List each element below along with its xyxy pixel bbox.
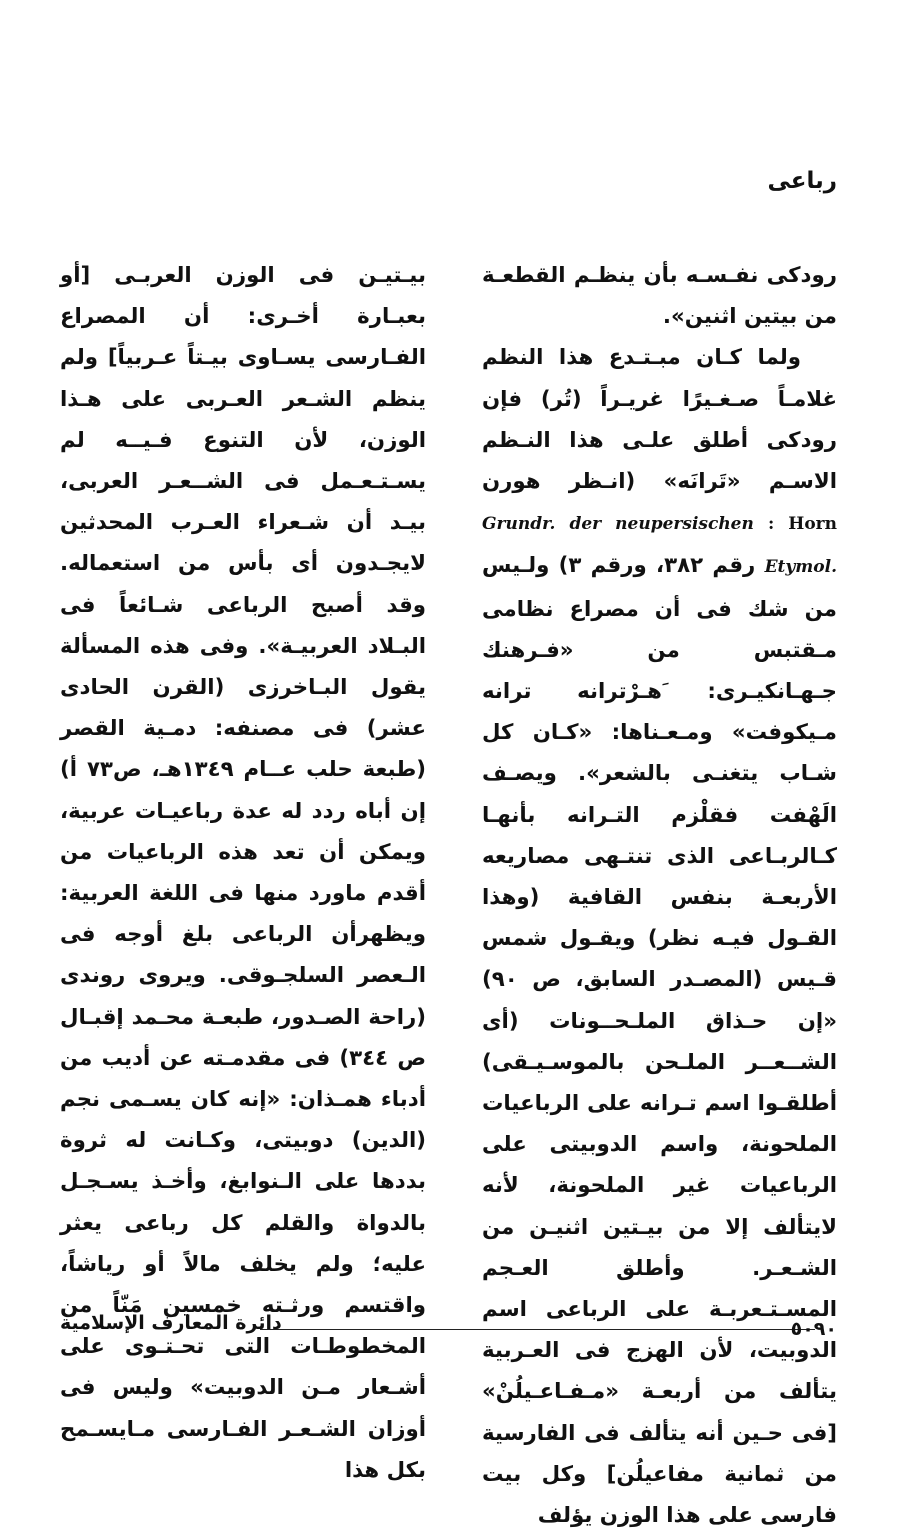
right-text-column [482, 255, 837, 1536]
page-footer [60, 1312, 837, 1342]
page-number: ٥٠٩٠ [790, 1318, 837, 1340]
reference-separator: : [753, 514, 789, 535]
left-text-column [60, 255, 426, 1491]
reference-title: Grundr. der neupersischen [482, 514, 754, 535]
paragraph-text: رقم ٣٨٢، ورقم ٣) ولـيس من شك فى أن مصراع نظامى مـقتبس من «فـرهنك جـهـانكيـرى: َهـرْترانه ترانه مـيكوفت» ومـعـناها: «كـان كل شـاب يتغنـى بالشعر». ويصـف الَهْفت فقلْزم التـرانه بأنهـا كـالربـاعى الذى تنتـهى مصاريعه الأربعـة بنفس القافية (وهذا القـول فيـه نظر) ويقـول شمس قـيس (المصـدر السابق، ص ٩٠) «إن حـذاق الملـحــونات (أى الشــعــر الملـحن بالموسـيـقى) أطلقـوا اسم تـرانه على الرباعيات الملحونة، واسم الدوبيتى على الرباعيات غير الملحونة، لأنه لايتألف إلا من بيـتين اثنيـن من الشـعـر. وأطلق العـجم المسـتـعربـة على الرباعى اسم الدوبيت، لأن الهزج فى العـربية يتألف من أربعـة «مـفـاعـيلُنْ» [فى حـين أنه يتألف فى الفارسية من ثمانية مفاعيلُن] وكل بيت فارسى على هذا الوزن يؤلف [482, 553, 837, 1529]
paragraph: رودكى نفـسـه بأن ينظـم القطعـة من بيتين اثنين». [482, 263, 837, 330]
footer-encyclopedia-title: دائرة المعارف الإسلامية [60, 1312, 282, 1334]
paragraph-text: ولما كـان مبـتـدع هذا النظم غلامـاً صـغـيرًا غريـراً (تُر) فإن رودكى أطلق علـى هذا النـظم الاسـم «تَرانَه» (انـظر هورن [482, 345, 837, 495]
paragraph: بيـتيـن فى الوزن العربـى [أو بعبـارة أخـرى: أن المصراع الفـارسى يسـاوى بيـتاً عـربياً] ولم ينظم الشـعر العـربى على هـذا الوزن، لأن التنوع فـيــه لم يسـتـعـمل فى الشــعـر العربى، بيـد أن شـعراء العـرب المحدثين لايجـدون أى بأس من استعماله. وقد أصبح الرباعى شـائعاً فى البـلاد العربيـة». وفى هذه المسألة يقول البـاخرزى (القرن الحادى عشر) فى مصنفه: دمـية القصر (طبعة حلب عــام ١٣٤٩هـ، ص٧٣ أ) إن أباه ردد له عدة رباعيـات عربية، ويمكن أن تعد هذه الرباعيات من أقدم ماورد منها فى اللغة العربية: ويظهرأن الرباعى بلغ أوجه فى الـعصر السلجـوقى. ويروى روندى (راحة الصـدور، طبعـة محـمد إقبـال ص ٣٤٤) فى مقدمـته عن أديب من أدباء همـذان: «إنه كان يسـمى نجم (الدين) دوبيتى، وكـانت له ثروة بددها على الـنوابغ، وأخـذ يسـجـل بالدواة والقلم كل رباعى يعثر عليه؛ ولم يخلف مالاً أو رياشاً، واقتسم ورثـته خمسين مَنّاً من المخطوطـات التى تحـتـوى على أشـعار مـن الدوبيت» وليس فى أوزان الشـعـر الفـارسى مـايسـمح بكل هذا [60, 263, 427, 1483]
reference-abbrev: Etymol. [764, 557, 837, 578]
paragraph [482, 337, 837, 1536]
reference-author: Horn [788, 514, 837, 535]
footer-rule [260, 1329, 815, 1330]
page-header-title: رباعى [767, 168, 837, 194]
